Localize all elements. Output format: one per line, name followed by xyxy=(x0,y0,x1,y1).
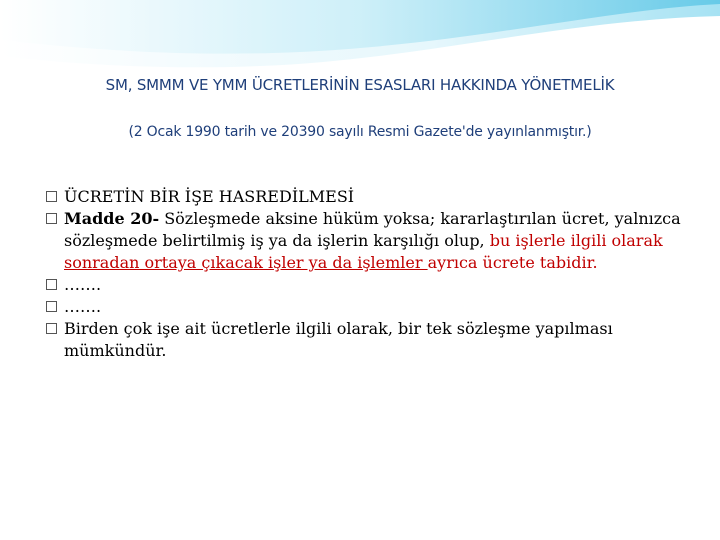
bullet-box-icon xyxy=(46,279,57,290)
bullet-text: Sözleşmede aksine hüküm yoksa; kararlaştırılan ücret, yalnızca sözleşmede belirtilmiş iş ya da işlerin karşılığı olup, xyxy=(64,209,681,250)
bullet-box-icon xyxy=(46,213,57,224)
list-item xyxy=(46,296,686,318)
bullet-box-icon xyxy=(46,191,57,202)
highlighted-text-end: ayrıca ücrete tabidir. xyxy=(427,253,598,272)
bullet-list xyxy=(46,186,686,362)
bullet-text: Birden çok işe ait ücretlerle ilgili olarak, bir tek sözleşme yapılması mümkündür. xyxy=(64,319,613,360)
highlighted-text: bu işlerle ilgili olarak xyxy=(489,231,663,250)
page-title: SM, SMMM VE YMM ÜCRETLERİNİN ESASLARI HAKKINDA YÖNETMELİK xyxy=(105,76,615,94)
list-item xyxy=(46,208,686,274)
bullet-box-icon xyxy=(46,323,57,334)
list-item xyxy=(46,274,686,296)
decorative-header-wave xyxy=(0,0,720,80)
list-item xyxy=(46,318,686,362)
article-number: Madde 20- xyxy=(64,209,160,228)
bullet-text: ÜCRETİN BİR İŞE HASREDİLMESİ xyxy=(64,187,355,206)
list-item xyxy=(46,186,686,208)
bullet-box-icon xyxy=(46,301,57,312)
highlighted-underlined-text: sonradan ortaya çıkacak işler ya da işlemler xyxy=(64,253,428,272)
bullet-text: ……. xyxy=(64,297,102,316)
page-subtitle: (2 Ocak 1990 tarih ve 20390 sayılı Resmi Gazete'de yayınlanmıştır.) xyxy=(128,124,592,140)
bullet-text: ……. xyxy=(64,275,102,294)
